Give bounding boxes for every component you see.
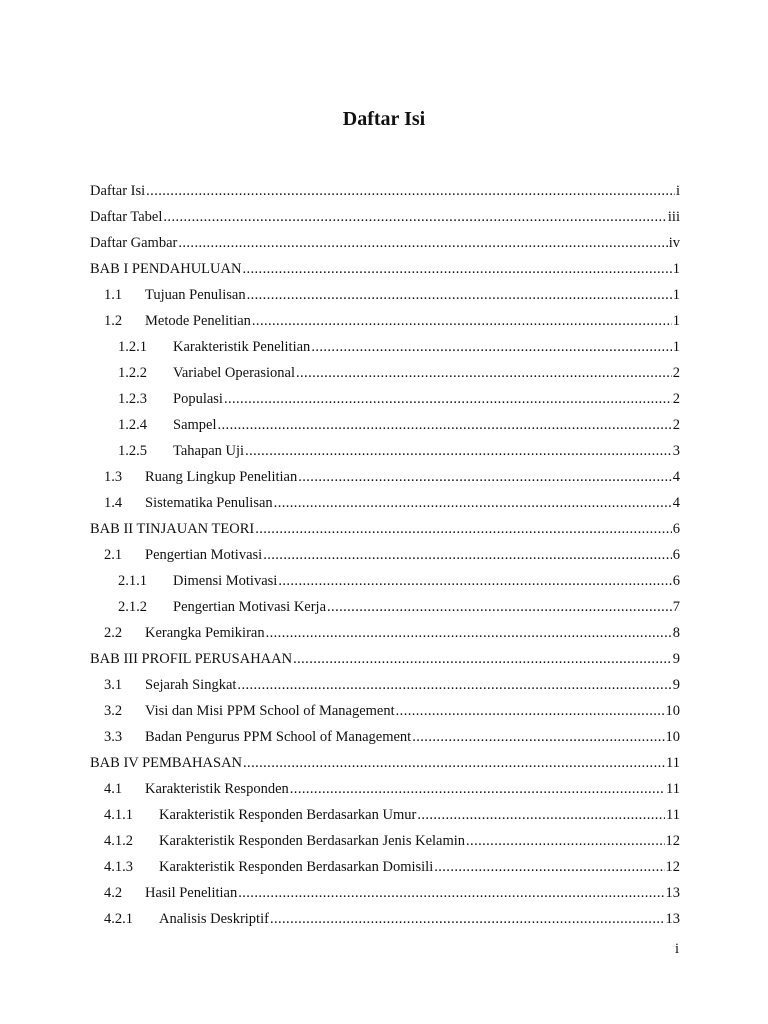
table-of-contents [90,183,680,937]
toc-entry-page: iii [667,209,680,225]
toc-entry[interactable] [90,339,680,365]
toc-entry-page: 12 [665,859,680,875]
toc-entry-title: Sampel [173,417,217,433]
toc-entry-page: 12 [665,833,680,849]
toc-entry[interactable] [90,625,680,651]
toc-entry[interactable] [90,287,680,313]
toc-entry-number: 1.1 [104,287,123,303]
toc-entry-title: Populasi [173,391,223,407]
toc-entry-page: 2 [672,417,680,433]
toc-entry-number: 3.1 [104,677,123,693]
toc-entry-page: 1 [672,339,680,355]
toc-entry-number: 4.1.1 [104,807,133,823]
toc-entry-title: Metode Penelitian [145,313,251,329]
toc-entry-title: Pengertian Motivasi Kerja [173,599,327,615]
toc-entry-page: 1 [672,287,680,303]
toc-entry[interactable] [90,677,680,703]
toc-entry[interactable] [90,703,680,729]
toc-dot-leader [237,677,671,694]
toc-dot-leader [270,911,665,928]
toc-entry-page: 6 [672,573,680,589]
toc-entry-number: 2.2 [104,625,123,641]
toc-entry[interactable] [90,235,680,261]
toc-dot-leader [417,807,665,824]
toc-entry[interactable] [90,859,680,885]
toc-entry-title: Karakteristik Responden Berdasarkan Domisili [159,859,434,875]
toc-entry-number: 2.1.1 [118,573,147,589]
toc-entry-title: Kerangka Pemikiran [145,625,265,641]
toc-entry-number: 4.1.3 [104,859,133,875]
toc-entry[interactable] [90,807,680,833]
toc-entry-number: 3.3 [104,729,123,745]
toc-dot-leader [242,261,671,278]
toc-entry-number: 3.2 [104,703,123,719]
toc-entry-page: 1 [672,313,680,329]
toc-entry-number: 4.2.1 [104,911,133,927]
toc-entry-page: 10 [665,703,680,719]
toc-entry[interactable] [90,469,680,495]
toc-entry[interactable] [90,365,680,391]
toc-entry[interactable] [90,547,680,573]
toc-dot-leader [163,209,667,226]
toc-entry-title: BAB II TINJAUAN TEORI [90,521,255,537]
toc-dot-leader [218,417,672,434]
toc-entry-number: 1.2.1 [118,339,147,355]
toc-entry-title: Karakteristik Penelitian [173,339,311,355]
toc-entry-page: 13 [665,911,680,927]
toc-entry-title: Sistematika Penulisan [145,495,273,511]
toc-entry-title: BAB I PENDAHULUAN [90,261,242,277]
toc-entry-title: Ruang Lingkup Penelitian [145,469,298,485]
toc-entry-title: Visi dan Misi PPM School of Management [145,703,395,719]
toc-entry-title: BAB IV PEMBAHASAN [90,755,243,771]
toc-entry-page: 9 [672,677,680,693]
toc-dot-leader [466,833,664,850]
toc-dot-leader [274,495,672,512]
toc-entry[interactable] [90,521,680,547]
toc-entry[interactable] [90,417,680,443]
toc-entry-page: 9 [672,651,680,667]
toc-entry-number: 1.2 [104,313,123,329]
page-number: i [674,941,679,957]
toc-entry-page: 13 [665,885,680,901]
toc-entry[interactable] [90,209,680,235]
toc-entry-page: 11 [666,781,680,797]
toc-entry-page: iv [668,235,680,251]
toc-entry[interactable] [90,599,680,625]
toc-dot-leader [327,599,672,616]
toc-dot-leader [396,703,665,720]
toc-dot-leader [278,573,671,590]
toc-entry-page: 2 [672,365,680,381]
toc-entry-title: Daftar Tabel [90,209,163,225]
toc-dot-leader [247,287,672,304]
toc-dot-leader [298,469,672,486]
toc-entry-number: 4.1 [104,781,123,797]
toc-dot-leader [290,781,665,798]
toc-entry-title: Pengertian Motivasi [145,547,263,563]
toc-dot-leader [296,365,672,382]
toc-entry[interactable] [90,573,680,599]
toc-entry-number: 1.3 [104,469,123,485]
toc-entry-number: 2.1 [104,547,123,563]
toc-entry[interactable] [90,651,680,677]
toc-dot-leader [412,729,664,746]
toc-entry-number: 1.2.3 [118,391,147,407]
toc-entry-title: BAB III PROFIL PERUSAHAAN [90,651,293,667]
toc-dot-leader [178,235,667,252]
toc-dot-leader [293,651,672,668]
toc-entry-page: 2 [672,391,680,407]
toc-entry-number: 2.1.2 [118,599,147,615]
toc-entry[interactable] [90,443,680,469]
toc-entry-number: 1.2.5 [118,443,147,459]
toc-entry[interactable] [90,885,680,911]
toc-entry-page: 7 [672,599,680,615]
toc-dot-leader [238,885,664,902]
toc-entry-title: Badan Pengurus PPM School of Management [145,729,412,745]
toc-entry[interactable] [90,313,680,339]
toc-dot-leader [311,339,671,356]
toc-entry-title: Daftar Isi [90,183,146,199]
toc-entry-title: Karakteristik Responden Berdasarkan Jenis Kelamin [159,833,466,849]
toc-entry-page: 4 [672,495,680,511]
toc-dot-leader [255,521,672,538]
toc-entry-page: 11 [666,755,680,771]
toc-entry[interactable] [90,495,680,521]
toc-entry-title: Hasil Penelitian [145,885,238,901]
toc-dot-leader [243,755,665,772]
toc-entry-title: Tujuan Penulisan [145,287,246,303]
toc-entry[interactable] [90,911,680,937]
toc-entry-number: 4.1.2 [104,833,133,849]
toc-entry[interactable] [90,833,680,859]
toc-dot-leader [146,183,675,200]
page-title: Daftar Isi [342,108,426,130]
toc-entry-title: Variabel Operasional [173,365,295,381]
toc-entry-page: 11 [666,807,680,823]
toc-entry-page: 10 [665,729,680,745]
toc-entry-page: 1 [672,261,680,277]
toc-entry-number: 1.2.2 [118,365,147,381]
toc-entry-page: 8 [672,625,680,641]
toc-entry-title: Karakteristik Responden Berdasarkan Umur [159,807,417,823]
toc-entry-title: Sejarah Singkat [145,677,237,693]
toc-entry-page: i [675,183,680,199]
toc-entry-title: Daftar Gambar [90,235,178,251]
toc-entry-page: 4 [672,469,680,485]
toc-dot-leader [434,859,664,876]
toc-entry-page: 6 [672,521,680,537]
toc-entry-number: 1.2.4 [118,417,147,433]
toc-entry[interactable] [90,391,680,417]
toc-entry-number: 1.4 [104,495,123,511]
toc-entry-title: Analisis Deskriptif [159,911,269,927]
toc-entry-title: Dimensi Motivasi [173,573,278,589]
toc-entry-title: Karakteristik Responden [145,781,289,797]
toc-entry[interactable] [90,183,680,209]
toc-dot-leader [263,547,672,564]
toc-entry[interactable] [90,755,680,781]
toc-entry-number: 4.2 [104,885,123,901]
toc-entry[interactable] [90,781,680,807]
toc-entry[interactable] [90,729,680,755]
toc-entry-page: 3 [672,443,680,459]
toc-dot-leader [252,313,672,330]
toc-dot-leader [266,625,672,642]
toc-dot-leader [224,391,672,408]
toc-entry[interactable] [90,261,680,287]
toc-dot-leader [245,443,672,460]
toc-entry-title: Tahapan Uji [173,443,245,459]
toc-entry-page: 6 [672,547,680,563]
